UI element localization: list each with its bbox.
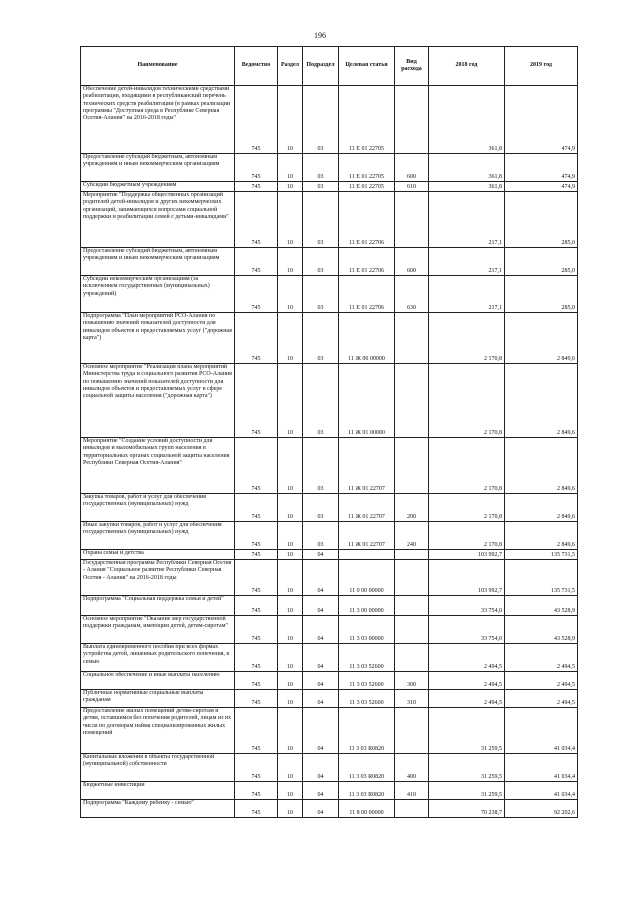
row-target-article: 11 3 03 R0820: [339, 782, 395, 800]
table-row: [81, 364, 578, 438]
table-row: [81, 560, 578, 596]
row-expense-type: [395, 550, 429, 560]
row-name: Выплата единовременного пособия при всех формах устройства детей, лишенных родительского попечения, в семью: [81, 644, 235, 672]
row-year-2019: 41 034,4: [505, 708, 578, 754]
row-year-2019: 285,0: [505, 192, 578, 248]
row-target-article: 11 3 03 52600: [339, 672, 395, 690]
row-name: Предоставление субсидий бюджетным, автономным учреждениям и иным некоммерческим организациям: [81, 154, 235, 182]
table-row: [81, 313, 578, 364]
row-section: 10: [278, 86, 303, 154]
row-subsection: 04: [303, 800, 339, 818]
row-year-2019: 41 034,4: [505, 782, 578, 800]
row-subsection: 03: [303, 182, 339, 192]
table-row: [81, 616, 578, 644]
row-name: Подпрограмма "Каждому ребенку - семью": [81, 800, 235, 818]
row-subsection: 04: [303, 644, 339, 672]
row-name: Государственная программа Республики Северная Осетия - Алания "Социальное развитие Республики Северная Осетия - Алания" на 2016-2018 годы: [81, 560, 235, 596]
header-year-2018: 2018 год: [429, 47, 505, 86]
row-year-2018: 2 170,8: [429, 364, 505, 438]
header-target-article: Целевая статья: [339, 47, 395, 86]
row-name: Социальное обеспечение и иные выплаты населению: [81, 672, 235, 690]
row-year-2018: 2 494,5: [429, 690, 505, 708]
row-section: 10: [278, 182, 303, 192]
row-subsection: 03: [303, 248, 339, 276]
row-expense-type: 310: [395, 690, 429, 708]
table-row: [81, 86, 578, 154]
row-year-2019: 43 528,9: [505, 616, 578, 644]
table-row: [81, 154, 578, 182]
row-section: 10: [278, 800, 303, 818]
row-target-article: 11 Е 01 22706: [339, 276, 395, 313]
row-target-article: 11 3 03 R0820: [339, 754, 395, 782]
row-year-2018: 361,8: [429, 86, 505, 154]
table-row: [81, 248, 578, 276]
row-expense-type: [395, 313, 429, 364]
header-subsection: Подраздел: [303, 47, 339, 86]
row-year-2018: 70 238,7: [429, 800, 505, 818]
row-section: 10: [278, 364, 303, 438]
row-year-2019: 135 731,5: [505, 550, 578, 560]
row-department: 745: [235, 438, 278, 494]
row-year-2019: 2 849,6: [505, 313, 578, 364]
row-section: 10: [278, 154, 303, 182]
row-target-article: 11 3 03 R0820: [339, 708, 395, 754]
row-department: 745: [235, 154, 278, 182]
row-department: 745: [235, 313, 278, 364]
row-year-2019: 285,0: [505, 276, 578, 313]
budget-table: [80, 46, 578, 818]
row-expense-type: [395, 800, 429, 818]
header-expense-type: Вид расхода: [395, 47, 429, 86]
row-subsection: 03: [303, 276, 339, 313]
row-expense-type: 300: [395, 672, 429, 690]
row-expense-type: 630: [395, 276, 429, 313]
row-section: 10: [278, 248, 303, 276]
row-year-2019: 2 849,6: [505, 438, 578, 494]
row-department: 745: [235, 182, 278, 192]
row-name: Предоставление субсидий бюджетным, автономным учреждениям и иным некоммерческим организациям: [81, 248, 235, 276]
row-year-2018: 33 754,0: [429, 596, 505, 616]
row-target-article: 11 Е 01 22705: [339, 154, 395, 182]
row-name: Основное мероприятие "Оказание мер государственной поддержки гражданам, имеющим детей, детям-сиротам": [81, 616, 235, 644]
row-year-2018: 217,1: [429, 192, 505, 248]
row-expense-type: [395, 596, 429, 616]
row-expense-type: 610: [395, 182, 429, 192]
row-year-2018: 217,1: [429, 276, 505, 313]
row-name: Бюджетные инвестиции: [81, 782, 235, 800]
table-row: [81, 672, 578, 690]
table-row: [81, 522, 578, 550]
row-subsection: 03: [303, 522, 339, 550]
row-section: 10: [278, 616, 303, 644]
row-target-article: 11 3 03 52600: [339, 690, 395, 708]
row-subsection: 03: [303, 438, 339, 494]
row-year-2019: 2 849,6: [505, 364, 578, 438]
row-name: Предоставление жилых помещений детям-сиротам и детям, оставшимся без попечения родителей, лицам из их числа по договорам найма специализированных жилых помещений: [81, 708, 235, 754]
table-row: [81, 276, 578, 313]
row-year-2018: 361,8: [429, 154, 505, 182]
row-target-article: 11 Ж 01 22707: [339, 522, 395, 550]
row-year-2019: 2 494,5: [505, 644, 578, 672]
row-department: 745: [235, 782, 278, 800]
row-year-2018: 2 494,5: [429, 644, 505, 672]
row-section: 10: [278, 276, 303, 313]
table-row: [81, 550, 578, 560]
row-name: Подпрограмма "План мероприятий РСО-Алания по повышению значений показателей доступности для инвалидов объектов и предоставляемых услуг ("дорожная карта"): [81, 313, 235, 364]
row-department: 745: [235, 522, 278, 550]
row-expense-type: [395, 560, 429, 596]
page-number: 196: [314, 31, 326, 40]
row-subsection: 03: [303, 494, 339, 522]
row-subsection: 03: [303, 313, 339, 364]
table-row: [81, 690, 578, 708]
row-section: 10: [278, 596, 303, 616]
row-subsection: 04: [303, 672, 339, 690]
row-expense-type: 410: [395, 782, 429, 800]
row-department: 745: [235, 560, 278, 596]
row-department: 745: [235, 672, 278, 690]
row-year-2018: 103 992,7: [429, 550, 505, 560]
row-expense-type: [395, 644, 429, 672]
row-target-article: 11 8 00 00000: [339, 800, 395, 818]
row-target-article: 11 Е 01 22706: [339, 192, 395, 248]
row-expense-type: [395, 364, 429, 438]
row-expense-type: 240: [395, 522, 429, 550]
row-name: Публичные нормативные социальные выплаты гражданам: [81, 690, 235, 708]
row-year-2018: 103 992,7: [429, 560, 505, 596]
table-row: [81, 192, 578, 248]
row-section: 10: [278, 550, 303, 560]
row-department: 745: [235, 708, 278, 754]
row-year-2019: 2 494,5: [505, 690, 578, 708]
table-row: [81, 782, 578, 800]
row-subsection: 04: [303, 708, 339, 754]
row-name: Субсидии некоммерческим организациям (за исключением государственных (муниципальных) учреждений): [81, 276, 235, 313]
row-year-2019: 135 731,5: [505, 560, 578, 596]
row-year-2019: 285,0: [505, 248, 578, 276]
row-subsection: 04: [303, 550, 339, 560]
row-year-2018: 2 494,5: [429, 672, 505, 690]
row-name: Обеспечение детей-инвалидов техническими средствами реабилитации, входящими в республиканский перечень технических средств реабилитации (в рамках реализации программы "Доступная среда в Республике Северная Осетия-Алания" на 2016-2018 годы": [81, 86, 235, 154]
row-expense-type: [395, 192, 429, 248]
row-section: 10: [278, 560, 303, 596]
row-year-2019: 474,9: [505, 86, 578, 154]
row-year-2019: 43 528,9: [505, 596, 578, 616]
row-section: 10: [278, 313, 303, 364]
row-section: 10: [278, 438, 303, 494]
row-target-article: 11 3 00 00000: [339, 596, 395, 616]
row-year-2019: 474,9: [505, 182, 578, 192]
table-row: [81, 754, 578, 782]
row-subsection: 04: [303, 690, 339, 708]
row-year-2019: 2 849,6: [505, 522, 578, 550]
row-target-article: 11 Ж 01 22707: [339, 494, 395, 522]
row-year-2018: 33 754,0: [429, 616, 505, 644]
table-row: [81, 800, 578, 818]
row-year-2019: 41 034,4: [505, 754, 578, 782]
header-year-2019: 2019 год: [505, 47, 578, 86]
row-subsection: 03: [303, 86, 339, 154]
row-name: Основное мероприятие "Реализация плана мероприятий Министерства труда и социального развития РСО-Алания по повышению значений показателей доступности для инвалидов объектов и предоставляемых услуг в сфере социальной защиты населения ("дорожная карта"): [81, 364, 235, 438]
row-department: 745: [235, 86, 278, 154]
row-section: 10: [278, 644, 303, 672]
row-section: 10: [278, 782, 303, 800]
row-subsection: 04: [303, 782, 339, 800]
row-subsection: 04: [303, 616, 339, 644]
header-name: Наименование: [81, 47, 235, 86]
row-year-2018: 31 259,5: [429, 708, 505, 754]
row-department: 745: [235, 248, 278, 276]
row-section: 10: [278, 522, 303, 550]
table-row: [81, 596, 578, 616]
row-target-article: 11 Ж 01 00000: [339, 364, 395, 438]
header-section: Раздел: [278, 47, 303, 86]
row-year-2018: 31 259,5: [429, 754, 505, 782]
row-target-article: 11 Е 01 22706: [339, 248, 395, 276]
row-subsection: 03: [303, 192, 339, 248]
row-section: 10: [278, 754, 303, 782]
row-year-2018: 361,8: [429, 182, 505, 192]
row-department: 745: [235, 494, 278, 522]
row-target-article: 11 Ж 00 00000: [339, 313, 395, 364]
row-department: 745: [235, 550, 278, 560]
row-name: Иные закупки товаров, работ и услуг для обеспечения государственных (муниципальных) нужд: [81, 522, 235, 550]
header-department: Ведомство: [235, 47, 278, 86]
row-department: 745: [235, 754, 278, 782]
row-year-2019: 2 494,5: [505, 672, 578, 690]
row-name: Мероприятие "Создание условий доступности для инвалидов и маломобильных групп населения в территориальных органах социальной защиты населения Республики Северная Осетия-Алания": [81, 438, 235, 494]
table-header-row: [81, 47, 578, 86]
row-department: 745: [235, 800, 278, 818]
row-year-2018: 217,1: [429, 248, 505, 276]
row-expense-type: 600: [395, 154, 429, 182]
row-department: 745: [235, 596, 278, 616]
row-year-2018: 2 170,8: [429, 522, 505, 550]
row-department: 745: [235, 276, 278, 313]
row-department: 745: [235, 690, 278, 708]
row-section: 10: [278, 192, 303, 248]
row-expense-type: [395, 438, 429, 494]
row-name: Закупка товаров, работ и услуг для обеспечения государственных (муниципальных) нужд: [81, 494, 235, 522]
row-target-article: 11 Е 01 22705: [339, 182, 395, 192]
row-expense-type: 200: [395, 494, 429, 522]
row-department: 745: [235, 192, 278, 248]
row-subsection: 03: [303, 154, 339, 182]
row-expense-type: [395, 616, 429, 644]
row-year-2018: 2 170,8: [429, 438, 505, 494]
row-subsection: 04: [303, 560, 339, 596]
row-target-article: 11 Е 01 22705: [339, 86, 395, 154]
row-section: 10: [278, 672, 303, 690]
row-name: Охрана семьи и детства: [81, 550, 235, 560]
row-name: Субсидии бюджетным учреждениям: [81, 182, 235, 192]
row-expense-type: [395, 86, 429, 154]
row-name: Мероприятие "Поддержка общественных организаций родителей детей-инвалидов и других некоммерческих организаций, занимающихся вопросами социальной поддержки и реабилитации семей с детьми-инвалидами": [81, 192, 235, 248]
row-department: 745: [235, 616, 278, 644]
table-row: [81, 644, 578, 672]
row-section: 10: [278, 708, 303, 754]
row-department: 745: [235, 644, 278, 672]
row-target-article: 11 3 03 00000: [339, 616, 395, 644]
row-expense-type: 400: [395, 754, 429, 782]
row-subsection: 04: [303, 754, 339, 782]
row-year-2019: 92 202,6: [505, 800, 578, 818]
row-target-article: 11 Ж 01 22707: [339, 438, 395, 494]
row-department: 745: [235, 364, 278, 438]
table-row: [81, 438, 578, 494]
row-expense-type: [395, 708, 429, 754]
row-name: Подпрограмма "Социальная поддержка семьи и детей": [81, 596, 235, 616]
row-year-2018: 2 170,8: [429, 313, 505, 364]
row-section: 10: [278, 690, 303, 708]
row-subsection: 03: [303, 364, 339, 438]
row-target-article: 11 0 00 00000: [339, 560, 395, 596]
row-expense-type: 600: [395, 248, 429, 276]
row-year-2018: 31 259,5: [429, 782, 505, 800]
row-name: Капитальные вложения в объекты государственной (муниципальной) собственности: [81, 754, 235, 782]
row-year-2019: 2 849,6: [505, 494, 578, 522]
table-row: [81, 182, 578, 192]
table-row: [81, 708, 578, 754]
row-year-2019: 474,9: [505, 154, 578, 182]
row-subsection: 04: [303, 596, 339, 616]
row-target-article: [339, 550, 395, 560]
row-year-2018: 2 170,8: [429, 494, 505, 522]
row-target-article: 11 3 03 52600: [339, 644, 395, 672]
table-row: [81, 494, 578, 522]
row-section: 10: [278, 494, 303, 522]
